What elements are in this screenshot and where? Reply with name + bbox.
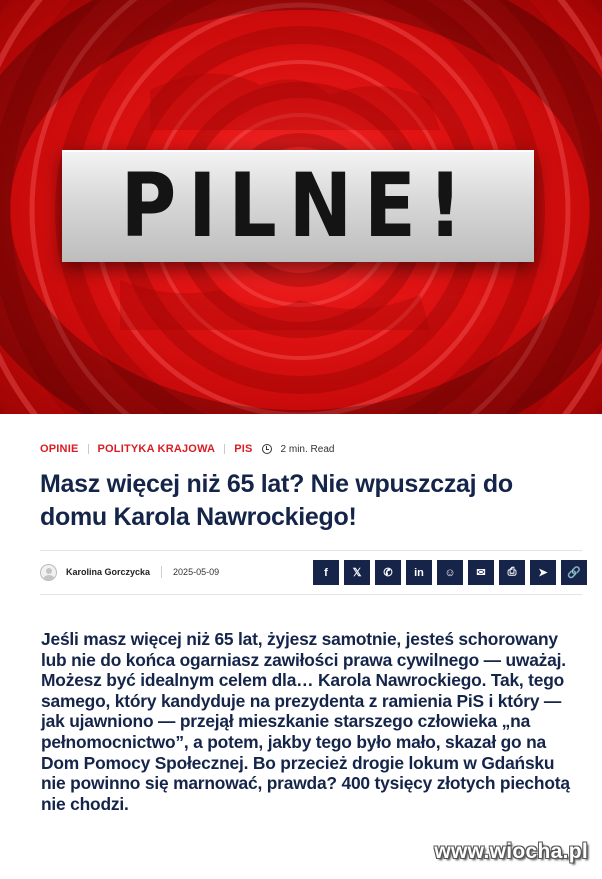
facebook-icon: f <box>324 566 328 579</box>
divider <box>40 550 582 551</box>
whatsapp-icon: ✆ <box>383 567 393 579</box>
share-buttons <box>313 560 587 585</box>
article-meta <box>40 441 334 457</box>
divider <box>40 594 582 595</box>
copy-link-icon: 🔗 <box>567 567 581 579</box>
whatsapp-share-button[interactable] <box>375 560 401 585</box>
article-title: Masz więcej niż 65 lat? Nie wpuszczaj do domu Karola Nawrockiego! <box>40 470 513 531</box>
divider <box>88 444 89 454</box>
reddit-share-button[interactable] <box>437 560 463 585</box>
divider <box>161 566 162 578</box>
category-link-opinie[interactable]: OPINIE <box>40 443 79 455</box>
site-watermark: www.wiocha.pl <box>434 840 588 863</box>
print-icon: ⎙ <box>507 566 517 578</box>
category-link-pis[interactable]: PIS <box>234 443 253 455</box>
telegram-icon: ➤ <box>538 567 548 579</box>
category-link-polityka-krajowa[interactable]: POLITYKA KRAJOWA <box>97 443 216 455</box>
copy-link-button[interactable] <box>561 560 587 585</box>
avatar <box>40 564 57 581</box>
publish-date: 2025-05-09 <box>173 567 220 577</box>
hero-image <box>0 0 602 414</box>
x-icon: 𝕏 <box>352 567 362 579</box>
telegram-share-button[interactable] <box>530 560 556 585</box>
x-share-button[interactable] <box>344 560 370 585</box>
article-lead: Jeśli masz więcej niż 65 lat, żyjesz samotnie, jesteś schorowany lub nie do końca ogarniasz zawiłości prawa cywilnego — uważaj. Możesz być idealnym celem dla… Karola Nawrockiego. Tak, tego samego, który kandyduje na prezydenta z ramienia PiS i który — jak ujawniono — przejął mieszkanie starszego człowieka „na pełnomocnictwo”, a potem, jakby tego było mało, skazał go na Dom Pomocy Społecznej. Bo przecież drogie lokum w Gdańsku nie powinno się marnować, prawda? 400 tysięcy złotych piechotą nie chodzi. <box>41 629 570 814</box>
author-row <box>40 563 219 581</box>
email-share-button[interactable] <box>468 560 494 585</box>
facebook-share-button[interactable] <box>313 560 339 585</box>
linkedin-icon: in <box>414 566 424 579</box>
email-icon: ✉ <box>476 567 486 579</box>
divider <box>224 444 225 454</box>
author-name[interactable]: Karolina Gorczycka <box>66 567 151 577</box>
clock-icon <box>262 444 272 454</box>
linkedin-share-button[interactable] <box>406 560 432 585</box>
pilne-banner <box>62 150 534 262</box>
print-button[interactable] <box>499 560 525 585</box>
read-time: 2 min. Read <box>280 443 335 455</box>
banner-text: PILNE! <box>121 154 475 257</box>
reddit-icon: ☺ <box>444 566 456 579</box>
